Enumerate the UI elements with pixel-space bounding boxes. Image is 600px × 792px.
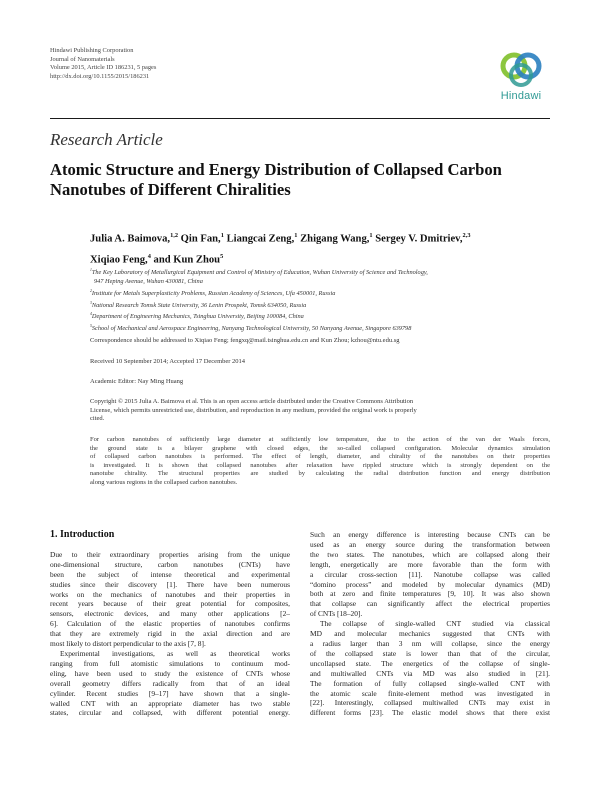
body-line: sensors, electronic devices, and many other applications [2– <box>50 609 290 619</box>
body-line: eling, have been used to study the existence of CNTs whose <box>50 668 290 678</box>
author-sup: 1,2 <box>170 232 179 239</box>
affiliation-item <box>90 278 550 287</box>
doi-link[interactable]: http://dx.doi.org/10.1155/2015/186231 <box>50 72 150 80</box>
section-heading: 1. Introduction <box>50 530 115 540</box>
author-sup: 1 <box>369 232 373 239</box>
author-name: and Kun Zhou <box>153 254 221 266</box>
author-name: Liangcai Zeng, <box>226 233 295 245</box>
abstract-line: nanotube chirality. The structural properties are studied by calculating the radial distribution function and energy distribution <box>90 470 550 478</box>
body-line: both at zero and finite temperatures [9, 10]. It was also shown <box>310 589 550 599</box>
body-line: works on the mechanics of nanotubes and their properties in <box>50 589 290 599</box>
affiliation-item <box>90 299 550 311</box>
body-line: The formation of fully collapsed single-walled CNT with <box>310 678 550 688</box>
article-type: Research Article <box>50 130 163 149</box>
body-line: states, circular and collapsed, with different potential energy. <box>50 708 290 718</box>
body-line: one-dimensional structure, carbon nanotubes (CNTs) have <box>50 559 290 569</box>
body-line: overall geometry differs radically from that of an ideal <box>50 678 290 688</box>
body-line: Due to their extraordinary properties arising from the unique <box>50 549 290 559</box>
left-column <box>50 530 290 718</box>
editor-text: Academic Editor: Nay Ming Huang <box>90 378 184 385</box>
copyright-line: License, which permits unrestricted use, distribution, and reproduction in any medium, provided the original work is properly <box>90 406 417 414</box>
body-line: Experimental investigations, as well as theoretical works <box>60 648 290 658</box>
body-line: length, energetically are more favorable than the form with <box>310 559 550 569</box>
body-line: [22]. Interestingly, collapsed multiwalled CNTs may exist in <box>310 698 550 708</box>
body-line: cylinder. Recent studies [9–17] have shown that a single- <box>50 688 290 698</box>
body-line: the two states. The nanotubes, which are collapsed along their <box>310 549 550 559</box>
hindawi-logo <box>494 48 548 106</box>
affiliation-list <box>90 266 550 334</box>
abstract-line: For carbon nanotubes of sufficiently large diameter at sufficiently low temperature, due to the action of the van der Waals forces, <box>90 436 550 443</box>
article-title <box>50 160 550 200</box>
author-sup: 2,3 <box>462 232 471 239</box>
affiliation-item <box>90 310 550 322</box>
body-line: recent years because of their great potential for composites, <box>50 599 290 609</box>
body-line: The collapse of single-walled CNT studied via classical <box>320 619 550 629</box>
body-line: MD and molecular mechanics suggested that CNTs with <box>310 629 550 639</box>
affiliation-item <box>90 287 550 299</box>
hindawi-logo-icon <box>494 48 548 90</box>
affiliation-sup: 4 <box>90 312 92 317</box>
body-line: of the collapsed state is lower than that of the circular, <box>310 648 550 658</box>
affiliation-text: The Key Laboratory of Metallurgical Equipment and Control of Ministry of Education, Wuhan University of Science and Technology, <box>91 269 428 277</box>
copyright-notice <box>90 398 550 424</box>
right-column <box>310 530 550 718</box>
affiliation-sup: 1 <box>90 268 92 272</box>
body-line: that collapse can significantly affect the electrical properties <box>310 599 550 609</box>
body-line: of CNTs [18–20]. <box>310 609 363 619</box>
copyright-line: cited. <box>90 415 105 423</box>
author-sup: 5 <box>220 252 224 260</box>
body-line: different forms [23]. The elastic model shows that there exist <box>310 708 550 718</box>
journal-name: Journal of Nanomaterials <box>50 55 115 63</box>
affiliation-item <box>90 266 550 278</box>
author-name: Qin Fan, <box>180 233 221 245</box>
affiliation-sup: 5 <box>90 324 92 329</box>
abstract <box>90 436 550 488</box>
journal-header <box>50 47 156 81</box>
body-line: the atomic scale finite-element method was investigated in <box>310 688 550 698</box>
body-line: 6]. Calculation of the elastic properties of nanotubes confirms <box>50 619 290 629</box>
body-line: walled CNT with an appropriate diameter has two stable <box>50 698 290 708</box>
body-line: used as an energy source during the transformation between <box>310 539 550 549</box>
publisher-name: Hindawi Publishing Corporation <box>50 47 134 54</box>
title-line: Nanotubes of Different Chiralities <box>50 180 291 199</box>
author-line <box>90 248 550 269</box>
author-list <box>90 227 550 268</box>
affiliation-text: National Research Tomsk State University, 36 Lenin Prospekt, Tomsk 634050, Russia <box>91 301 307 309</box>
volume-info: Volume 2015, Article ID 186231, 5 pages <box>50 64 157 72</box>
abstract-line: the ground state is a bilayer graphene with closed edges, the so-called collapsed configuration. Molecular dynamics simulation <box>90 444 550 452</box>
author-line <box>90 227 550 248</box>
author-name: Sergey V. Dmitriev, <box>375 233 463 245</box>
copyright-line: Copyright © 2015 Julia A. Baimova et al. This is an open access article distributed under the Creative Commons Attribution <box>90 398 414 405</box>
title-line: Atomic Structure and Energy Distribution of Collapsed Carbon <box>50 160 502 179</box>
affiliation-sup: 3 <box>90 300 92 305</box>
affiliation-text: 947 Heping Avenue, Wuhan 430081, China <box>94 277 203 285</box>
affiliation-text: Institute for Metals Superplasticity Problems, Russian Academy of Sciences, Ufa 450001, Russia <box>91 289 336 297</box>
affiliation-sup: 2 <box>90 288 92 293</box>
author-sup: 4 <box>147 252 151 260</box>
affiliation-text: Department of Engineering Mechanics, Tsinghua University, Beijing 100084, China <box>91 313 304 321</box>
abstract-line: of collapsed carbon nanotubes is performed. The effect of length, diameter, and chirality of the nanotubes on their properties <box>90 453 550 461</box>
abstract-line: is investigated. It is shown that collapsed nanotubes after relaxation have rippled structure which is strongly dependent on the <box>90 461 550 469</box>
correspondence-text: Correspondence should be addressed to Xiqiao Feng; fengxq@mail.tsinghua.edu.cn and Kun Zhou; kzhou@ntu.edu.sg <box>90 337 400 344</box>
hindawi-logo-text: Hindawi <box>500 90 542 102</box>
body-line: studies since their discovery [1]. There have been numerous <box>50 579 290 589</box>
body-line: a circular cross-section [11]. Nanotube collapse was called <box>310 569 550 579</box>
dates-text: Received 10 September 2014; Accepted 17 December 2014 <box>90 358 246 365</box>
academic-editor <box>90 378 550 387</box>
author-name: Zhigang Wang, <box>300 233 370 245</box>
author-name: Julia A. Baimova, <box>90 233 171 245</box>
body-line: Such an energy difference is interesting because CNTs can be <box>310 530 550 539</box>
author-sup: 1 <box>294 232 298 239</box>
body-line: most likely to distort perpendicular to the axis [7, 8]. <box>50 639 206 649</box>
body-line: a radius larger than 3 nm will collapse, since the energy <box>310 638 550 648</box>
body-line: “domino process” and modeled by molecular dynamics (MD) <box>310 579 550 589</box>
author-name: Xiqiao Feng, <box>90 254 148 266</box>
body-line: uncollapsed state. The energetics of the collapse of single- <box>310 658 550 668</box>
affiliation-item <box>90 322 550 334</box>
body-line: ranging from full atomistic simulations to continuum mod- <box>50 658 290 668</box>
body-line: that they are extremely rigid in the axial direction and are <box>50 629 290 639</box>
affiliation-text: School of Mechanical and Aerospace Engineering, Nanyang Technological University, 50 Nanyang Avenue, Singapore 639798 <box>91 325 412 333</box>
header-rule <box>50 118 550 119</box>
author-sup: 1 <box>220 232 224 239</box>
correspondence <box>90 337 550 346</box>
abstract-line: along various regions in the collapsed carbon nanotubes. <box>90 478 238 486</box>
received-dates <box>90 358 550 367</box>
body-line: and multiwalled CNTs via MD was also studied in [21]. <box>310 668 550 678</box>
body-line: been the subject of intense theoretical and experimental <box>50 569 290 579</box>
